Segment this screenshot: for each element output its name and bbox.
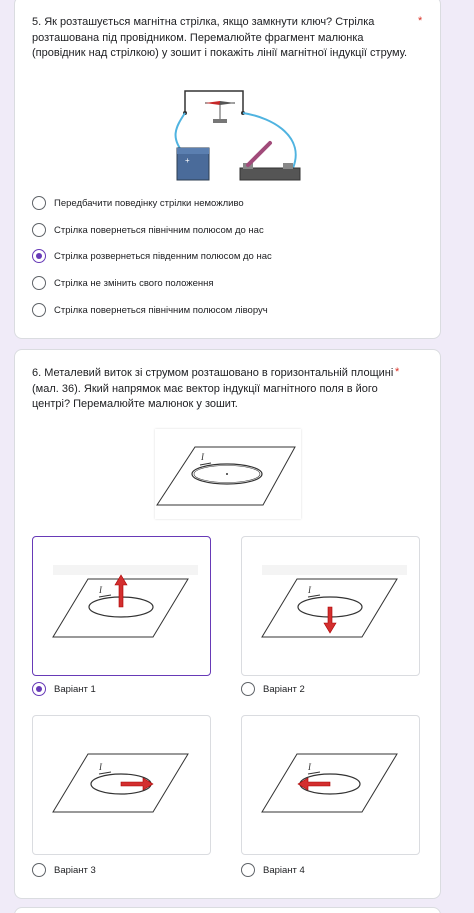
option-label: Стрілка повернеться північним полюсом до нас	[54, 224, 264, 236]
radio-button[interactable]	[32, 276, 46, 290]
question-6-text: 6. Металевий виток зі струмом розташовано в горизонтальній площині (мал. 36). Який напрямок має вектор індукції магнітного поля в його центрі? Перемалюйте малюнок у зошит.	[32, 367, 394, 410]
option-label: Стрілка розвернеться південним полюсом до нас	[54, 250, 272, 262]
q5-option-4[interactable]	[32, 274, 214, 292]
question-card-7	[14, 907, 441, 913]
radio-button-checked[interactable]	[32, 682, 46, 696]
radio-button[interactable]	[32, 303, 46, 317]
option-label: Стрілка повернеться північним полюсом ліворуч	[54, 304, 268, 316]
radio-button[interactable]	[241, 682, 255, 696]
radio-button[interactable]	[32, 196, 46, 210]
svg-text:I: I	[99, 585, 102, 595]
q6-option-1[interactable]	[32, 682, 96, 696]
option-label: Варіант 3	[54, 864, 96, 876]
required-mark: *	[395, 366, 400, 378]
svg-text:I: I	[308, 762, 311, 772]
q5-option-5[interactable]	[32, 301, 268, 319]
circuit-figure	[155, 83, 305, 188]
radio-button[interactable]	[32, 863, 46, 877]
q6-option-3[interactable]	[32, 863, 96, 877]
option-label: Стрілка не змінить свого положення	[54, 277, 214, 289]
q6-option-4[interactable]	[241, 863, 305, 877]
svg-text:+: +	[185, 156, 190, 165]
question-5-text: 5. Як розташується магнітна стрілка, якщо замкнути ключ? Стрілка розташована під провідником. Перемалюйте фрагмент малюнка (провідник над стрілкою) у зошит і покажіть лінії магнітної індукції струму.	[32, 16, 408, 59]
current-label: I	[201, 452, 204, 462]
q6-option-2[interactable]	[241, 682, 305, 696]
radio-button-checked[interactable]	[32, 249, 46, 263]
radio-button[interactable]	[241, 863, 255, 877]
question-card-5	[14, 0, 441, 339]
question-card-6	[14, 349, 441, 899]
q5-option-2[interactable]	[32, 221, 264, 239]
required-mark: *	[418, 15, 423, 27]
radio-button[interactable]	[32, 223, 46, 237]
q6-image-option-3[interactable]	[32, 715, 211, 855]
q5-option-1[interactable]	[32, 194, 244, 212]
q6-image-option-2[interactable]	[241, 536, 420, 676]
option-label: Варіант 1	[54, 683, 96, 695]
option-label: Передбачити поведінку стрілки неможливо	[54, 197, 244, 209]
q6-image-option-1[interactable]	[32, 536, 211, 676]
option-label: Варіант 2	[263, 683, 305, 695]
option-label: Варіант 4	[263, 864, 305, 876]
svg-text:I: I	[99, 762, 102, 772]
q5-option-3[interactable]	[32, 247, 272, 265]
svg-text:I: I	[308, 585, 311, 595]
loop-figure	[155, 429, 301, 519]
q6-image-option-4[interactable]	[241, 715, 420, 855]
